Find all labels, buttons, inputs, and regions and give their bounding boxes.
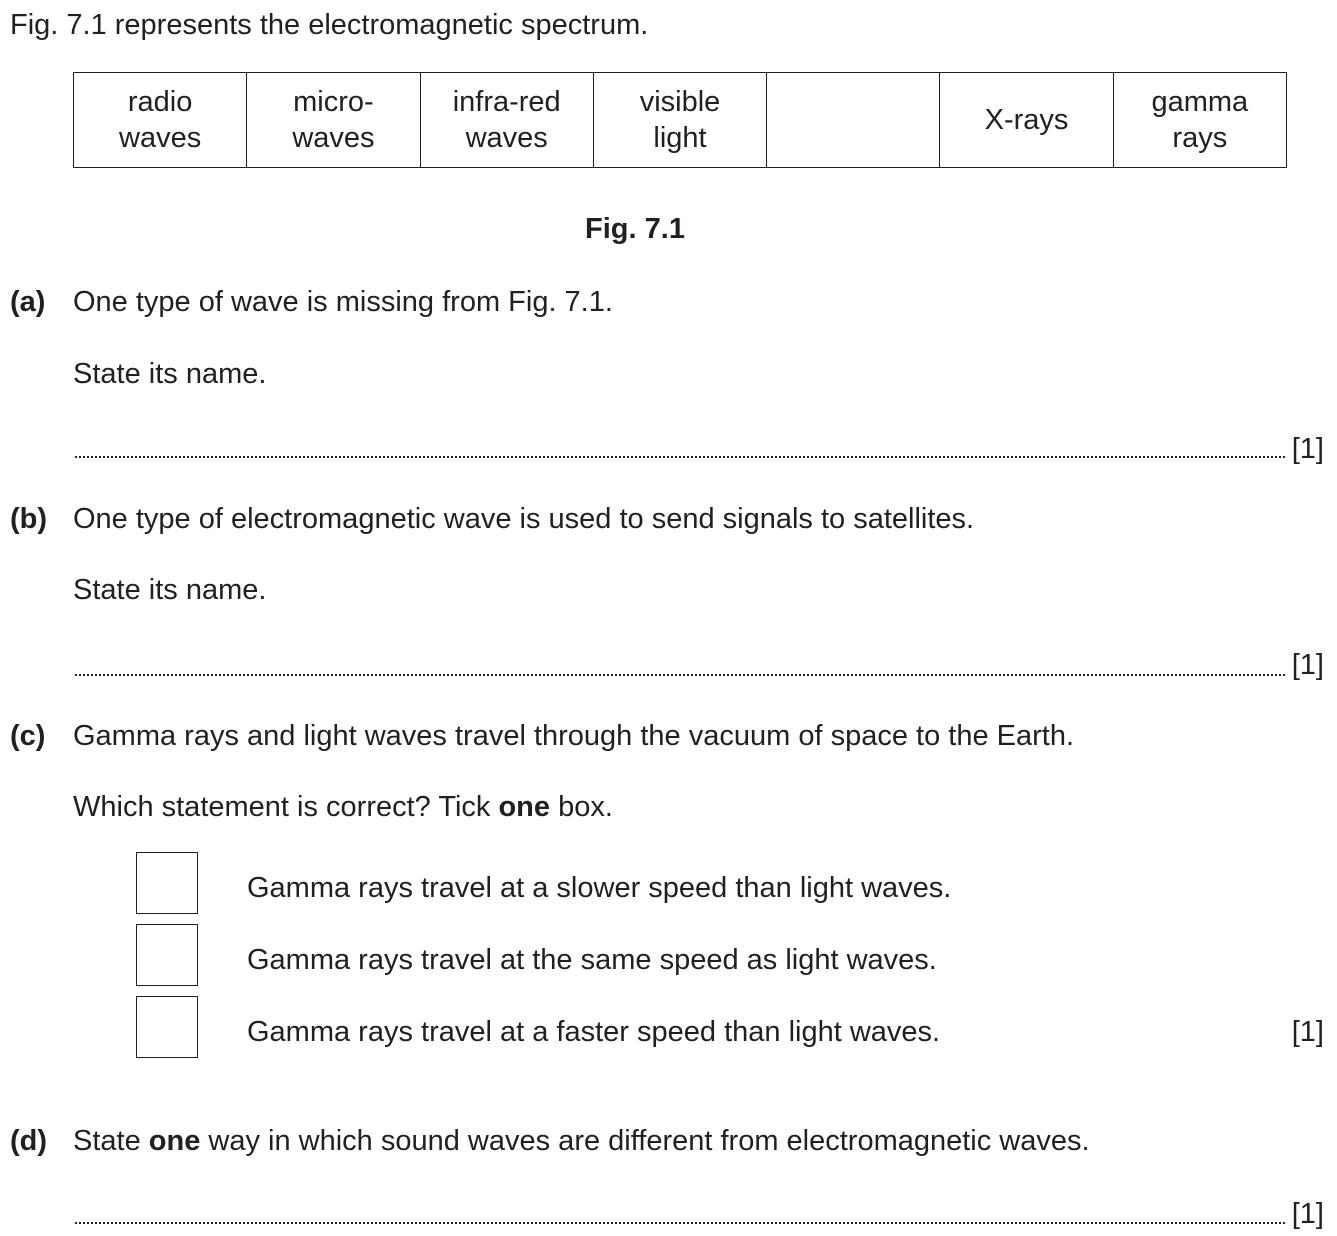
band-radio-waves: radio waves [74, 73, 247, 167]
mark-a: [1] [1291, 433, 1324, 465]
band-gamma-rays: gamma rays [1151, 86, 1249, 154]
mark-d: [1] [1291, 1198, 1324, 1230]
prompt-emphasis: one [498, 791, 551, 823]
question-d-part: way in which sound waves are different from electromagnetic waves. [200, 1125, 1090, 1157]
option-faster: Gamma rays travel at a faster speed than light waves. [247, 1016, 941, 1048]
band-missing [767, 73, 940, 167]
question-c-text: Gamma rays and light waves travel through the vacuum of space to the Earth. [73, 720, 1075, 752]
tick-box-same[interactable] [136, 924, 198, 986]
band-visible-light: visible light [594, 73, 767, 167]
answer-line-a[interactable] [75, 456, 1285, 458]
question-d-label: (d) [10, 1125, 48, 1157]
question-b-prompt: State its name. [73, 574, 267, 606]
question-c-prompt [73, 790, 613, 824]
question-a-prompt: State its name. [73, 358, 267, 390]
figure-caption: Fig. 7.1 [585, 213, 685, 245]
question-d-part: State [73, 1125, 149, 1157]
question-d-text [73, 1124, 1090, 1158]
option-same: Gamma rays travel at the same speed as light waves. [247, 944, 937, 976]
answer-line-d[interactable] [75, 1222, 1285, 1224]
question-c-label: (c) [10, 720, 46, 752]
intro-text: Fig. 7.1 represents the electromagnetic spectrum. [10, 9, 649, 41]
spectrum-diagram [73, 72, 1287, 168]
prompt-part: Which statement is correct? Tick [73, 791, 499, 823]
mark-b: [1] [1291, 649, 1324, 681]
answer-line-b[interactable] [75, 674, 1285, 676]
band-microwaves: micro- waves [247, 73, 420, 167]
prompt-part: box. [550, 791, 613, 823]
tick-box-faster[interactable] [136, 996, 198, 1058]
question-d-emphasis: one [148, 1125, 201, 1157]
question-a-label: (a) [10, 286, 46, 318]
question-b-label: (b) [10, 503, 48, 535]
option-slower: Gamma rays travel at a slower speed than light waves. [247, 872, 952, 904]
band-x-rays: X-rays [940, 73, 1113, 167]
band-infra-red: infra-red waves [421, 73, 594, 167]
tick-box-slower[interactable] [136, 852, 198, 914]
question-a-text: One type of wave is missing from Fig. 7.1. [73, 286, 613, 318]
question-b-text: One type of electromagnetic wave is used to send signals to satellites. [73, 503, 975, 535]
mark-c: [1] [1291, 1016, 1324, 1048]
